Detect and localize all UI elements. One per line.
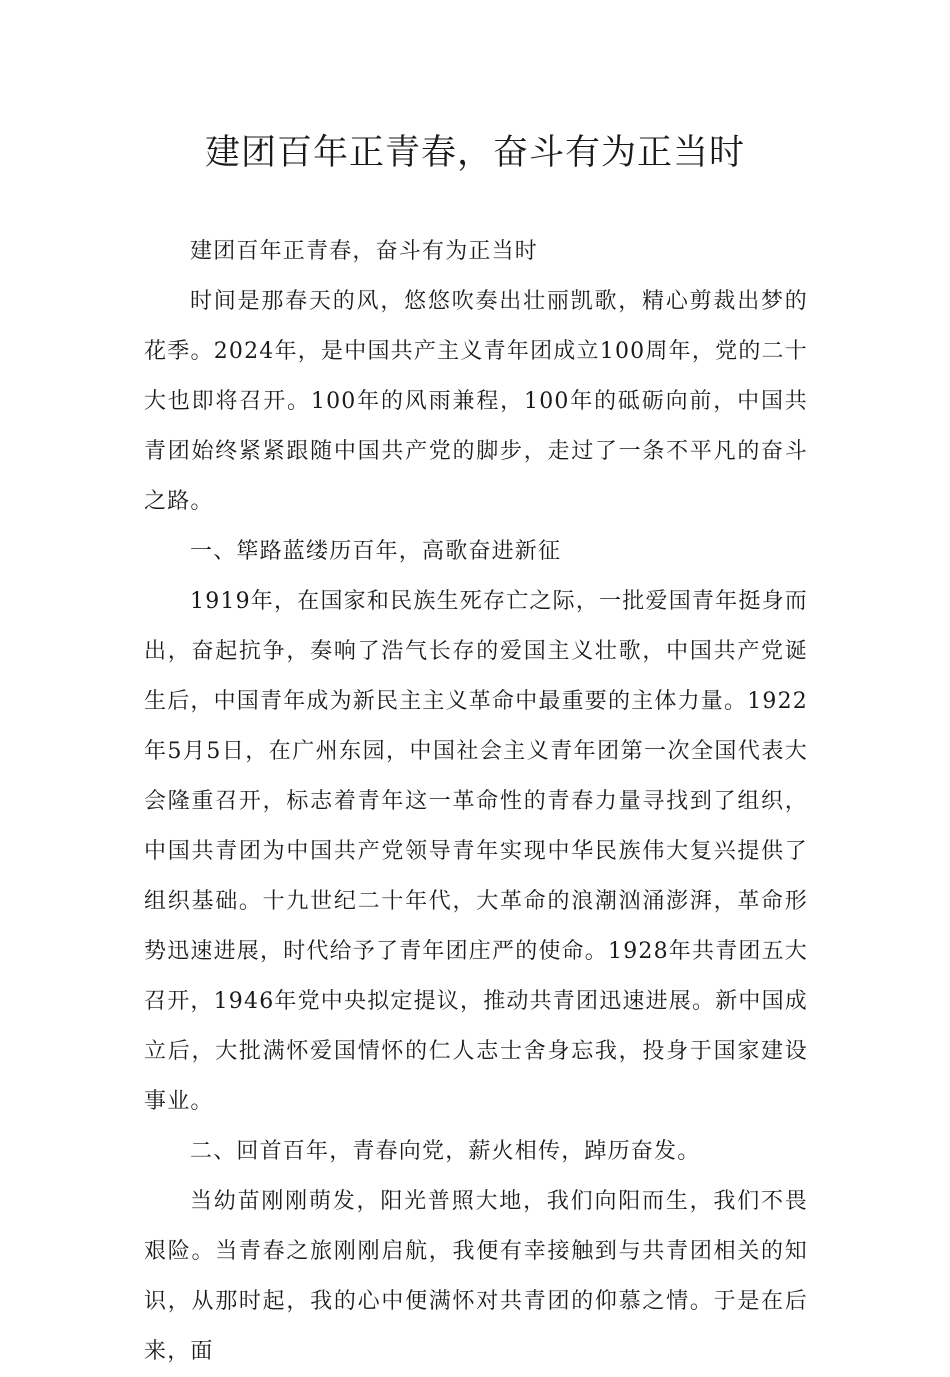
paragraph-history: 1919年，在国家和民族生死存亡之际，一批爱国青年挺身而出，奋起抗争，奏响了浩气长存的爱国主义壮歌，中国共产党诞生后，中国青年成为新民主主义革命中最重要的主体力量。1922年5月5日，在广州东园，中国社会主义青年团第一次全国代表大会隆重召开，标志着青年这一革命性的青春力量寻找到了组织，中国共青团为中国共产党领导青年实现中华民族伟大复兴提供了组织基础。十九世纪二十年代，大革命的浪潮汹涌澎湃，革命形势迅速进展，时代给予了青年团庄严的使命。1928年共青团五大召开，1946年党中央拟定提议，推动共青团迅速进展。新中国成立后，大批满怀爱国情怀的仁人志士舍身忘我，投身于国家建设事业。 — [144, 589, 808, 1114]
document-body — [144, 227, 808, 1377]
paragraph-intro: 时间是那春天的风，悠悠吹奏出壮丽凯歌，精心剪裁出梦的花季。2024年，是中国共产主义青年团成立100周年，党的二十大也即将召开。100年的风雨兼程，100年的砥砺向前，中国共青团始终紧紧跟随中国共产党的脚步，走过了一条不平凡的奋斗之路。 — [144, 289, 808, 514]
paragraph-subtitle: 建团百年正青春，奋斗有为正当时 — [190, 239, 539, 264]
paragraph-personal: 当幼苗刚刚萌发，阳光普照大地，我们向阳而生，我们不畏艰险。当青春之旅刚刚启航，我便有幸接触到与共青团相关的知识，从那时起，我的心中便满怀对共青团的仰慕之情。于是在后来，面 — [144, 1189, 808, 1364]
section-heading-2: 二、回首百年，青春向党，薪火相传，踔历奋发。 — [190, 1139, 701, 1164]
section-heading-1: 一、筚路蓝缕历百年，高歌奋进新征 — [190, 539, 562, 564]
document-title: 建团百年正青春，奋斗有为正当时 — [204, 133, 745, 173]
